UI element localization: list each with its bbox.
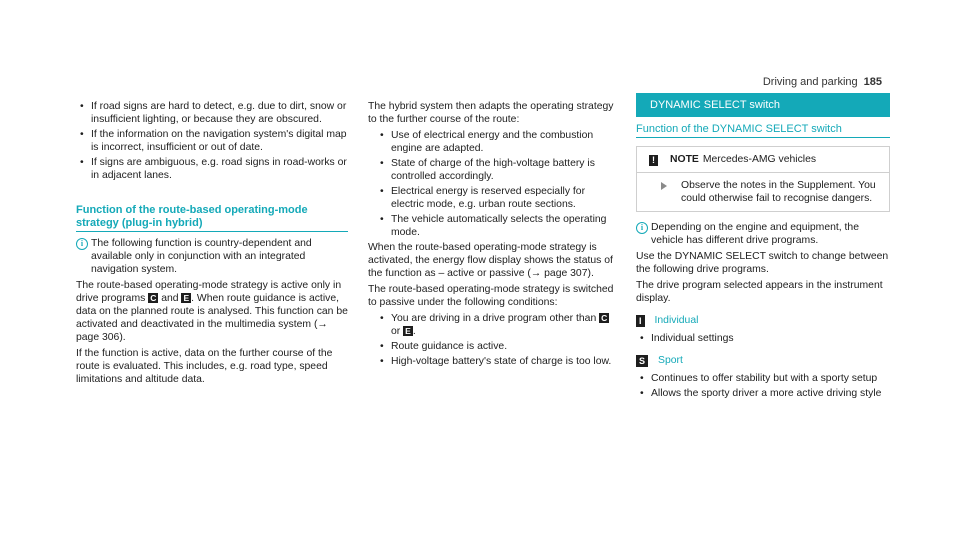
info-icon: i (76, 238, 88, 250)
info-note-text: Depending on the engine and equipment, the vehicle has different drive programs. (651, 222, 859, 246)
text: . (412, 326, 416, 337)
text: or (391, 326, 401, 337)
drive-program-name: Sport (658, 355, 683, 366)
info-note (636, 221, 890, 247)
individual-icon: I (636, 315, 645, 327)
info-note (76, 237, 348, 276)
list-item: • If the information on the navigation system's digital map is incorrect, insufficient or out of date. (76, 128, 348, 154)
list-item: • Allows the sporty driver a more active driving style (636, 387, 890, 400)
paragraph: The route-based operating-mode strategy is switched to passive under the following conditions: (368, 284, 614, 308)
drive-program-individual (636, 314, 890, 327)
drive-program-c-icon: C (150, 293, 157, 304)
note-text: Mercedes-AMG vehicles (702, 154, 817, 165)
drive-program-e-icon: E (405, 326, 411, 337)
list-item: • Use of electrical energy and the combustion engine are adapted. (376, 129, 620, 155)
section-heading: Function of the route-based operating-mode strategy (plug-in hybrid) (76, 204, 348, 232)
info-icon: i (636, 222, 648, 234)
note-label: NOTE (670, 154, 699, 165)
text: You are driving in a drive program other than (391, 313, 597, 324)
paragraph: The hybrid system then adapts the operating strategy to the further course of the route: (368, 101, 614, 125)
drive-program-sport (636, 354, 890, 367)
column-left (76, 100, 348, 389)
conditions-list (76, 100, 348, 182)
paragraph (76, 279, 348, 344)
list-item: • High-voltage battery's state of charge is too low. (376, 355, 620, 368)
list-item: • Individual settings (636, 332, 890, 345)
list-item: • Electrical energy is reserved especially for electric mode, e.g. urban route sections. (376, 185, 620, 211)
text: and (161, 293, 179, 304)
adaptation-list (368, 129, 620, 239)
section-title: Driving and parking (762, 76, 858, 88)
page-number: 185 (863, 76, 882, 88)
passive-conditions-list (368, 312, 620, 368)
paragraph: When the route-based operating-mode strategy is activated, the energy flow display shows the status of the function as – active or passive (→ page 307). (368, 242, 613, 279)
drive-program-e-icon: E (183, 293, 190, 304)
column-middle (368, 100, 620, 370)
note-header-row (637, 147, 889, 172)
paragraph: Use the DYNAMIC SELECT switch to change between the following drive programs. (636, 251, 889, 275)
paragraph: The drive program selected appears in the instrument display. (636, 280, 883, 304)
section-title-bar: DYNAMIC SELECT switch (636, 93, 890, 117)
sport-icon: S (636, 355, 648, 367)
list-item (376, 312, 620, 338)
list-item: • The vehicle automatically selects the operating mode. (376, 213, 620, 239)
note-body-row (637, 172, 889, 211)
text: . When route guidance is active, data on the planned route is analysed. This function can be activated and deactivated in the multimedia system (→ page 306). (76, 293, 348, 343)
drive-program-name: Individual (654, 315, 699, 326)
sport-list (636, 372, 890, 400)
drive-program-c-icon: C (601, 313, 608, 324)
arrow-right-icon (661, 182, 667, 190)
individual-list (636, 332, 890, 345)
text: The route-based operating-mode strategy is active only in drive programs (76, 280, 342, 304)
list-item: • Continues to offer stability but with a sporty setup (636, 372, 890, 385)
note-body-text: Observe the notes in the Supplement. You could otherwise fail to recognise dangers. (681, 180, 876, 204)
sub-heading: Function of the DYNAMIC SELECT switch (636, 117, 890, 138)
list-item: • State of charge of the high-voltage battery is controlled accordingly. (376, 157, 620, 183)
note-box (636, 146, 890, 212)
paragraph: If the function is active, data on the further course of the route is evaluated. This includes, e.g. road type, speed limitations and altitude data. (76, 348, 333, 385)
list-item: • If signs are ambiguous, e.g. road signs in road-works or in adjacent lanes. (76, 156, 348, 182)
list-item: • If road signs are hard to detect, e.g. due to dirt, snow or insufficient lighting, or because they are obscured. (76, 100, 348, 126)
info-note-text: The following function is country-dependent and available only in conjunction with an integrated navigation system. (91, 238, 312, 275)
page-header (763, 76, 882, 88)
list-item: • Route guidance is active. (376, 340, 620, 353)
column-right (636, 100, 890, 402)
warning-icon: ! (649, 155, 658, 166)
